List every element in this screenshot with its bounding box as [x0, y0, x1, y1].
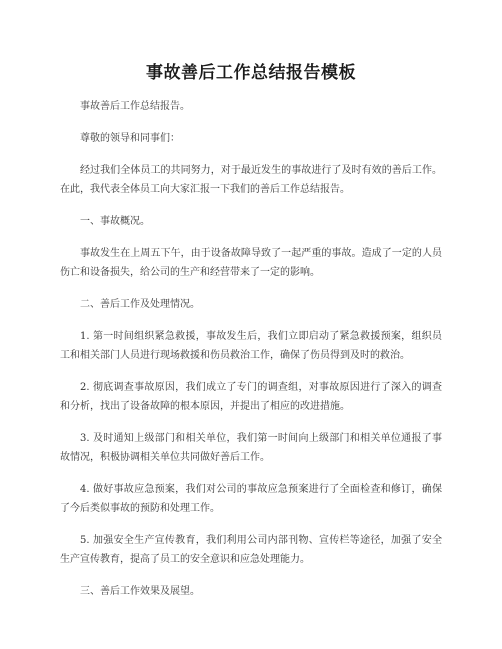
list-item-rescue: 1. 第一时间组织紧急救援，事故发生后，我们立即启动了紧急救援预案，组织员工和相关部门人员进行现场救援和伤员救治工作，确保了伤员得到及时的救治。	[60, 331, 442, 361]
list-item-notification: 3. 及时通知上级部门和相关单位，我们第一时间向上级部门和相关单位通报了事故情况，积极协调相关单位共同做好善后工作。	[60, 433, 442, 463]
paragraph-overview: 事故发生在上周五下午，由于设备故障导致了一起严重的事故。造成了一定的人员伤亡和设备损失，给公司的生产和经营带来了一定的影响。	[60, 248, 442, 278]
paragraph-intro: 经过我们全体员工的共同努力，对于最近发生的事故进行了及时有效的善后工作。在此，我代表全体员工向大家汇报一下我们的善后工作总结报告。	[60, 165, 442, 195]
section-heading-handling: 二、善后工作及处理情况。	[80, 299, 200, 310]
list-item-emergency-plan: 4. 做好事故应急预案，我们对公司的事故应急预案进行了全面检查和修订，确保了今后类似事故的预防和处理工作。	[60, 484, 442, 514]
list-item-safety-education: 5. 加强安全生产宣传教育，我们利用公司内部刊物、宣传栏等途径，加强了安全生产宣传教育，提高了员工的安全意识和应急处理能力。	[60, 535, 442, 565]
section-heading-overview: 一、事故概况。	[80, 216, 150, 227]
section-heading-outlook: 三、善后工作效果及展望。	[80, 586, 200, 597]
document-title: 事故善后工作总结报告模板	[146, 63, 356, 83]
list-item-investigation: 2. 彻底调查事故原因，我们成立了专门的调查组，对事故原因进行了深入的调查和分析，找出了设备故障的根本原因，并提出了相应的改进措施。	[60, 382, 442, 412]
paragraph-report-name: 事故善后工作总结报告。	[80, 101, 190, 112]
paragraph-salutation: 尊敬的领导和同事们：	[80, 133, 180, 144]
document-body	[60, 97, 442, 601]
